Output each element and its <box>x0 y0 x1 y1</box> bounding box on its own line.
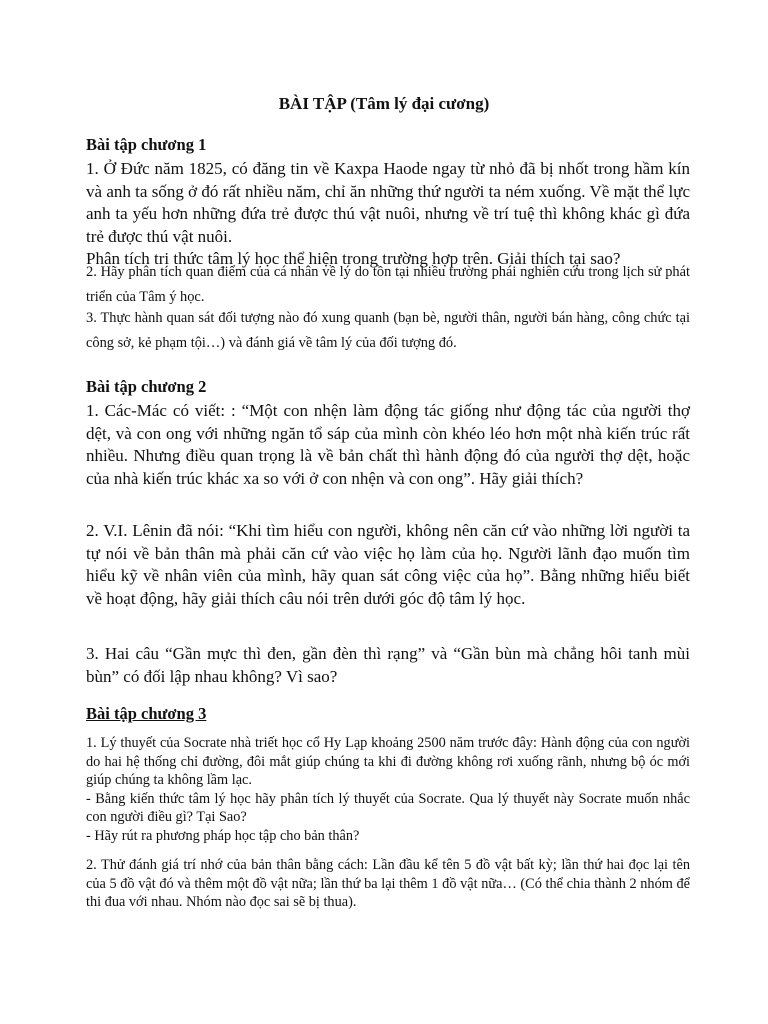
chapter-1-exercise-2: 2. Hãy phân tích quan điểm của cá nhân về lý do tồn tại nhiều trường phái nghiên cứu trong lịch sử phát triển của Tâm ý học. <box>86 264 690 305</box>
chapter-3-exercise-1-task-b: - Hãy rút ra phương pháp học tập cho bản thân? <box>86 827 360 844</box>
chapter-2-exercise-1: 1. Các-Mác có viết: : “Một con nhện làm động tác giống như động tác của người thợ dệt, và con ong với những ngăn tổ sáp của mình còn khéo léo hơn một nhà kiến trúc rất nhiều. Nhưng điều quan trọng là về bản chất thì hành động đó của người thợ dệt, hoặc của nhà kiến trúc khác xa so với ở con nhện và con ong”. Hãy giải thích? <box>86 401 690 488</box>
chapter-2-exercise-3: 3. Hai câu “Gần mực thì đen, gần đèn thì rạng” và “Gần bùn mà chẳng hôi tanh mùi bùn” có đối lập nhau không? Vì sao? <box>86 644 690 686</box>
chapter-3-exercise-1-text: 1. Lý thuyết của Socrate nhà triết học cổ Hy Lạp khoảng 2500 năm trước đây: Hành động của con người do hai hệ thống chỉ đường, đôi mắt giúp chúng ta khi đi đường không rơi xuống rãnh, nhưng bộ óc mới giúp chúng ta không lầm lạc. <box>86 735 690 788</box>
chapter-3-exercise-1-task-a: - Bằng kiến thức tâm lý học hãy phân tích lý thuyết của Socrate. Qua lý thuyết này Socrate muốn nhắc con người điều gì? Tại Sao? <box>86 790 690 825</box>
chapter-1-exercise-1-question: Phân tích tri thức tâm lý học thể hiện trong trường hợp trên. Giải thích tại sao? <box>86 249 621 268</box>
chapter-1-exercise-1 <box>86 158 690 271</box>
chapter-1-exercise-1-text: 1. Ở Đức năm 1825, có đăng tin về Kaxpa Haode ngay từ nhỏ đã bị nhốt trong hầm kín và anh ta sống ở đó rất nhiều năm, chỉ ăn những thứ người ta ném xuống. Về mặt thể lực anh ta yếu hơn những đứa trẻ được thú vật nuôi, nhưng về trí tuệ thì không khác gì đứa trẻ được thú vật nuôi. <box>86 159 690 246</box>
chapter-3-heading: Bài tập chương 3 <box>86 704 207 723</box>
chapter-3-exercise-1 <box>86 734 690 845</box>
chapter-1-heading: Bài tập chương 1 <box>86 135 207 154</box>
chapter-3-exercise-2: 2. Thử đánh giá trí nhớ của bản thân bằng cách: Lần đầu kể tên 5 đồ vật bất kỳ; lần thứ hai đọc lại tên của 5 đồ vật đó và thêm một đồ vật nữa; lần thứ ba lại thêm 1 đồ vật nữa… (Có thể chia thành 2 nhóm để thi đua với nhau. Nhóm nào đọc sai sẽ bị thua). <box>86 857 690 910</box>
document-title: BÀI TẬP (Tâm lý đại cương) <box>278 94 490 113</box>
chapter-1-exercise-3: 3. Thực hành quan sát đối tượng nào đó xung quanh (bạn bè, người thân, người bán hàng, công chức tại công sở, kẻ phạm tội…) và đánh giá về tâm lý của đối tượng đó. <box>86 310 690 351</box>
chapter-2-exercise-2: 2. V.I. Lênin đã nói: “Khi tìm hiểu con người, không nên căn cứ vào những lời người ta tự nói về bản thân mà phải căn cứ vào việc họ làm của họ. Người lãnh đạo muốn tìm hiểu kỹ về nhân viên của mình, hãy quan sát công việc của họ”. Bằng những hiểu biết về hoạt động, hãy giải thích câu nói trên dưới góc độ tâm lý học. <box>86 521 690 608</box>
chapter-2-heading: Bài tập chương 2 <box>86 377 207 396</box>
